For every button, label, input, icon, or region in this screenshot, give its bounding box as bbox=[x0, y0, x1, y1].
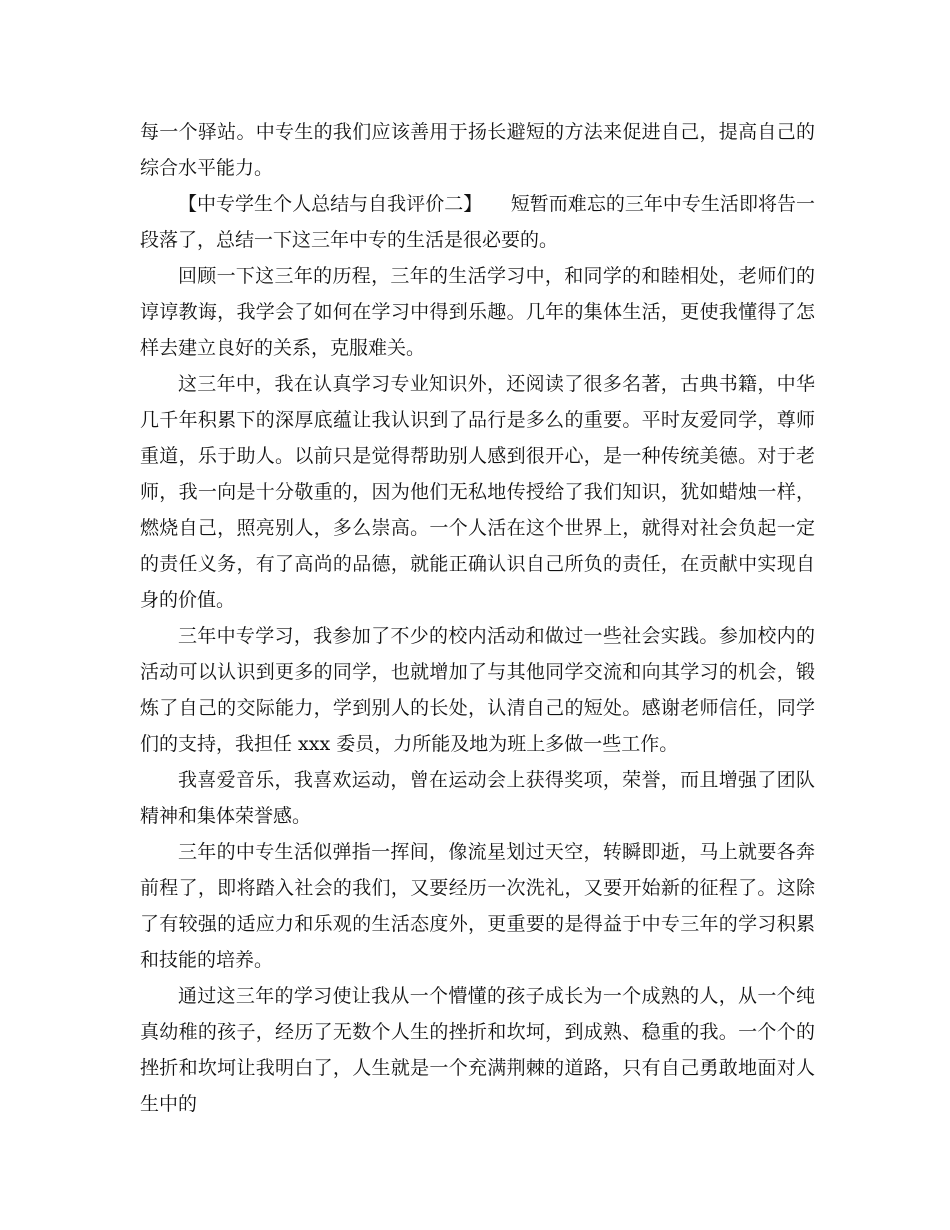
paragraph-growth: 通过这三年的学习使让我从一个懵懂的孩子成长为一个成熟的人，从一个纯真幼稚的孩子，经历了无数个人生的挫折和坎坷，到成熟、稳重的我。一个个的挫折和坎坷让我明白了，人生就是一个充满荆棘的道路，只有自己勇敢地面对人生中的 bbox=[140, 985, 815, 1115]
paragraph-activities: 三年中专学习，我参加了不少的校内活动和做过一些社会实践。参加校内的活动可以认识到更多的同学，也就增加了与其他同学交流和向其学习的机会，锻炼了自己的交际能力，学到别人的长处，认清自己的短处。感谢老师信任，同学们的支持，我担任 xxx 委员，力所能及地为班上多做一些工作。 bbox=[140, 625, 815, 755]
paragraph-review: 回顾一下这三年的历程，三年的生活学习中，和同学的和睦相处，老师们的谆谆教诲，我学会了如何在学习中得到乐趣。几年的集体生活，更使我懂得了怎样去建立良好的关系，克服难关。 bbox=[140, 265, 815, 359]
document-body bbox=[140, 114, 815, 1122]
paragraph-continuation: 每一个驿站。中专生的我们应该善用于扬长避短的方法来促进自己，提高自己的综合水平能力。 bbox=[140, 121, 815, 179]
paragraph-section-heading: 【中专学生个人总结与自我评价二】 短暂而难忘的三年中专生活即将告一段落了，总结一下这三年中专的生活是很必要的。 bbox=[140, 193, 815, 251]
paragraph-hobbies: 我喜爱音乐，我喜欢运动，曾在运动会上获得奖项，荣誉，而且增强了团队精神和集体荣誉感。 bbox=[140, 769, 815, 827]
paragraph-study-and-morals: 这三年中，我在认真学习专业知识外，还阅读了很多名著，古典书籍，中华几千年积累下的深厚底蕴让我认识到了品行是多么的重要。平时友爱同学，尊师重道，乐于助人。以前只是觉得帮助别人感到很开心，是一种传统美德。对于老师，我一向是十分敬重的，因为他们无私地传授给了我们知识，犹如蜡烛一样，燃烧自己，照亮别人，多么崇高。一个人活在这个世界上，就得对社会负起一定的责任义务，有了高尚的品德，就能正确认识自己所负的责任，在贡献中实现自身的价值。 bbox=[140, 373, 815, 611]
paragraph-graduation: 三年的中专生活似弹指一挥间，像流星划过天空，转瞬即逝，马上就要各奔前程了，即将踏入社会的我们，又要经历一次洗礼，又要开始新的征程了。这除了有较强的适应力和乐观的生活态度外，更重要的是得益于中专三年的学习积累和技能的培养。 bbox=[140, 841, 815, 971]
